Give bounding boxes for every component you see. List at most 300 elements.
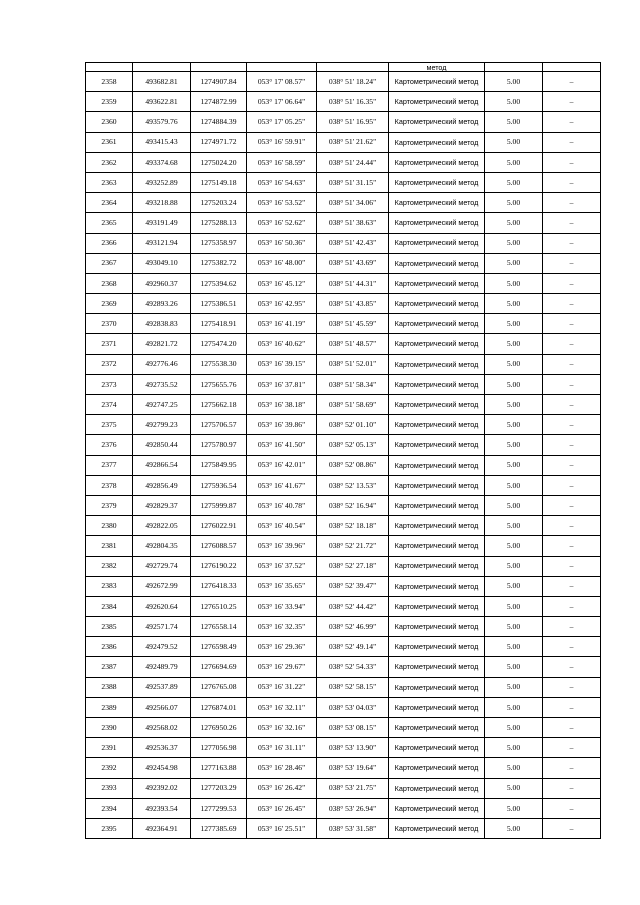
cell-y: 1275386.51 [191, 294, 247, 314]
cell-method: Картометрический метод [389, 273, 485, 293]
cell-method: Картометрический метод [389, 556, 485, 576]
table-row [86, 536, 601, 556]
cell-longitude: 038° 53' 13.90" [317, 738, 389, 758]
cell-x: 492804.35 [133, 536, 191, 556]
cell-longitude: 038° 53' 19.64" [317, 758, 389, 778]
cell-x: 492850.44 [133, 435, 191, 455]
cell-longitude: 038° 51' 38.63" [317, 213, 389, 233]
table-row [86, 213, 601, 233]
cell-note: – [543, 395, 601, 415]
cell-y: 1276190.22 [191, 556, 247, 576]
cell-y: 1276765.08 [191, 677, 247, 697]
cell-y: 1275936.54 [191, 475, 247, 495]
cell-accuracy: 5.00 [485, 112, 543, 132]
cell-accuracy: 5.00 [485, 495, 543, 515]
table-row [86, 435, 601, 455]
cell-note: – [543, 677, 601, 697]
cell-method: Картометрический метод [389, 193, 485, 213]
cell-longitude: 038° 51' 44.31" [317, 273, 389, 293]
cell-y: 1276598.49 [191, 637, 247, 657]
cell-point-number: 2392 [86, 758, 133, 778]
cell-point-number: 2368 [86, 273, 133, 293]
cell-accuracy: 5.00 [485, 677, 543, 697]
cell-note: – [543, 536, 601, 556]
cell-note: – [543, 213, 601, 233]
cell-longitude: 038° 53' 31.58" [317, 818, 389, 838]
cell-method: Картометрический метод [389, 455, 485, 475]
cell-accuracy: 5.00 [485, 314, 543, 334]
cell-x [133, 63, 191, 72]
table-row [86, 738, 601, 758]
cell-latitude: 053° 16' 41.50" [247, 435, 317, 455]
cell-x: 492822.05 [133, 516, 191, 536]
cell-longitude: 038° 53' 08.15" [317, 718, 389, 738]
cell-longitude: 038° 51' 16.35" [317, 92, 389, 112]
cell-accuracy: 5.00 [485, 294, 543, 314]
cell-longitude: 038° 52' 27.18" [317, 556, 389, 576]
cell-accuracy [485, 63, 543, 72]
cell-y: 1276950.26 [191, 718, 247, 738]
cell-accuracy: 5.00 [485, 152, 543, 172]
cell-note: – [543, 637, 601, 657]
cell-accuracy: 5.00 [485, 354, 543, 374]
cell-point-number: 2360 [86, 112, 133, 132]
cell-longitude: 038° 51' 58.34" [317, 374, 389, 394]
cell-longitude: 038° 52' 08.86" [317, 455, 389, 475]
cell-y: 1275418.91 [191, 314, 247, 334]
cell-accuracy: 5.00 [485, 455, 543, 475]
cell-latitude: 053° 16' 54.63" [247, 172, 317, 192]
cell-note: – [543, 314, 601, 334]
cell-accuracy: 5.00 [485, 536, 543, 556]
cell-latitude: 053° 16' 28.46" [247, 758, 317, 778]
cell-longitude: 038° 53' 26.94" [317, 798, 389, 818]
cell-latitude: 053° 16' 38.18" [247, 395, 317, 415]
table-row [86, 132, 601, 152]
cell-y: 1277385.69 [191, 818, 247, 838]
cell-x: 493374.68 [133, 152, 191, 172]
cell-y: 1277163.88 [191, 758, 247, 778]
cell-latitude: 053° 16' 37.52" [247, 556, 317, 576]
table-row [86, 172, 601, 192]
cell-latitude: 053° 16' 58.59" [247, 152, 317, 172]
cell-method: Картометрический метод [389, 435, 485, 455]
cell-x: 492747.25 [133, 395, 191, 415]
cell-point-number: 2365 [86, 213, 133, 233]
table-row [86, 314, 601, 334]
table-row [86, 718, 601, 738]
cell-method: Картометрический метод [389, 152, 485, 172]
cell-point-number: 2361 [86, 132, 133, 152]
cell-x: 492735.52 [133, 374, 191, 394]
cell-x: 492799.23 [133, 415, 191, 435]
cell-x: 493252.89 [133, 172, 191, 192]
cell-longitude [317, 63, 389, 72]
cell-latitude: 053° 16' 29.67" [247, 657, 317, 677]
cell-latitude: 053° 16' 41.19" [247, 314, 317, 334]
cell-note: – [543, 253, 601, 273]
table-row [86, 516, 601, 536]
cell-y: 1275203.24 [191, 193, 247, 213]
table-row [86, 677, 601, 697]
cell-note: – [543, 294, 601, 314]
cell-point-number: 2389 [86, 697, 133, 717]
cell-method: Картометрический метод [389, 758, 485, 778]
cell-method: Картометрический метод [389, 516, 485, 536]
cell-point-number: 2388 [86, 677, 133, 697]
cell-note: – [543, 374, 601, 394]
cell-y: 1275780.97 [191, 435, 247, 455]
cell-y: 1277299.53 [191, 798, 247, 818]
cell-latitude: 053° 16' 25.51" [247, 818, 317, 838]
cell-x: 493415.43 [133, 132, 191, 152]
cell-method: Картометрический метод [389, 778, 485, 798]
cell-accuracy: 5.00 [485, 798, 543, 818]
cell-note: – [543, 778, 601, 798]
cell-latitude: 053° 16' 37.81" [247, 374, 317, 394]
cell-y: 1274884.39 [191, 112, 247, 132]
cell-y: 1276694.69 [191, 657, 247, 677]
cell-x: 492479.52 [133, 637, 191, 657]
cell-longitude: 038° 52' 46.99" [317, 617, 389, 637]
cell-x: 492489.79 [133, 657, 191, 677]
table-row [86, 617, 601, 637]
cell-point-number: 2374 [86, 395, 133, 415]
cell-y [191, 63, 247, 72]
cell-latitude: 053° 16' 39.96" [247, 536, 317, 556]
table-row [86, 253, 601, 273]
cell-note: – [543, 738, 601, 758]
cell-note: – [543, 233, 601, 253]
cell-y: 1275474.20 [191, 334, 247, 354]
cell-longitude: 038° 51' 16.95" [317, 112, 389, 132]
cell-x: 492566.07 [133, 697, 191, 717]
table-row [86, 596, 601, 616]
cell-longitude: 038° 53' 21.75" [317, 778, 389, 798]
cell-longitude: 038° 51' 45.59" [317, 314, 389, 334]
cell-point-number: 2359 [86, 92, 133, 112]
cell-accuracy: 5.00 [485, 92, 543, 112]
cell-latitude: 053° 16' 53.52" [247, 193, 317, 213]
document-page [85, 62, 600, 839]
cell-method: Картометрический метод [389, 596, 485, 616]
cell-y: 1275288.13 [191, 213, 247, 233]
cell-y: 1275382.72 [191, 253, 247, 273]
cell-x: 492960.37 [133, 273, 191, 293]
table-row [86, 395, 601, 415]
cell-accuracy: 5.00 [485, 596, 543, 616]
cell-accuracy: 5.00 [485, 374, 543, 394]
table-row [86, 152, 601, 172]
cell-latitude: 053° 16' 41.67" [247, 475, 317, 495]
cell-latitude: 053° 16' 52.62" [247, 213, 317, 233]
table-row [86, 233, 601, 253]
cell-method: Картометрический метод [389, 92, 485, 112]
cell-point-number: 2394 [86, 798, 133, 818]
cell-y: 1275024.20 [191, 152, 247, 172]
cell-method: Картометрический метод [389, 637, 485, 657]
cell-point-number: 2386 [86, 637, 133, 657]
cell-latitude: 053° 16' 29.36" [247, 637, 317, 657]
cell-x: 492568.02 [133, 718, 191, 738]
cell-note: – [543, 92, 601, 112]
cell-point-number: 2378 [86, 475, 133, 495]
cell-note: – [543, 556, 601, 576]
cell-x: 492571.74 [133, 617, 191, 637]
table-row [86, 495, 601, 515]
cell-note: – [543, 72, 601, 92]
cell-method: Картометрический метод [389, 395, 485, 415]
cell-method: Картометрический метод [389, 172, 485, 192]
cell-note: – [543, 152, 601, 172]
cell-note: – [543, 718, 601, 738]
cell-point-number: 2372 [86, 354, 133, 374]
cell-x: 492866.54 [133, 455, 191, 475]
cell-note: – [543, 273, 601, 293]
cell-method: Картометрический метод [389, 738, 485, 758]
cell-longitude: 038° 51' 43.85" [317, 294, 389, 314]
table-row [86, 657, 601, 677]
cell-accuracy: 5.00 [485, 72, 543, 92]
cell-x: 492536.37 [133, 738, 191, 758]
cell-longitude: 038° 52' 44.42" [317, 596, 389, 616]
cell-method: Картометрический метод [389, 617, 485, 637]
cell-longitude: 038° 51' 42.43" [317, 233, 389, 253]
cell-method: Картометрический метод [389, 415, 485, 435]
cell-accuracy: 5.00 [485, 556, 543, 576]
cell-x: 492729.74 [133, 556, 191, 576]
table-row [86, 374, 601, 394]
cell-y: 1275849.95 [191, 455, 247, 475]
cell-method: Картометрический метод [389, 697, 485, 717]
cell-y: 1275149.18 [191, 172, 247, 192]
cell-latitude: 053° 16' 40.78" [247, 495, 317, 515]
cell-accuracy: 5.00 [485, 818, 543, 838]
cell-longitude: 038° 51' 48.57" [317, 334, 389, 354]
cell-point-number: 2382 [86, 556, 133, 576]
cell-x: 492893.26 [133, 294, 191, 314]
cell-accuracy: 5.00 [485, 758, 543, 778]
cell-latitude: 053° 16' 42.01" [247, 455, 317, 475]
cell-method: Картометрический метод [389, 334, 485, 354]
table-row [86, 294, 601, 314]
coordinates-table-body [86, 63, 601, 839]
table-row [86, 576, 601, 596]
cell-y: 1275655.76 [191, 374, 247, 394]
cell-method: Картометрический метод [389, 576, 485, 596]
cell-accuracy: 5.00 [485, 253, 543, 273]
cell-longitude: 038° 51' 21.62" [317, 132, 389, 152]
cell-note: – [543, 798, 601, 818]
cell-point-number: 2367 [86, 253, 133, 273]
cell-point-number: 2366 [86, 233, 133, 253]
cell-accuracy: 5.00 [485, 576, 543, 596]
table-row [86, 758, 601, 778]
cell-note: – [543, 435, 601, 455]
cell-accuracy: 5.00 [485, 475, 543, 495]
table-row [86, 72, 601, 92]
table-row [86, 697, 601, 717]
cell-x: 492776.46 [133, 354, 191, 374]
cell-y: 1276510.25 [191, 596, 247, 616]
cell-point-number: 2383 [86, 576, 133, 596]
cell-point-number [86, 63, 133, 72]
cell-note: – [543, 132, 601, 152]
cell-latitude: 053° 17' 05.25" [247, 112, 317, 132]
cell-longitude: 038° 51' 31.15" [317, 172, 389, 192]
cell-y: 1275358.97 [191, 233, 247, 253]
cell-longitude: 038° 52' 54.33" [317, 657, 389, 677]
table-row [86, 778, 601, 798]
cell-latitude: 053° 16' 33.94" [247, 596, 317, 616]
cell-longitude: 038° 51' 18.24" [317, 72, 389, 92]
cell-longitude: 038° 52' 01.10" [317, 415, 389, 435]
cell-method: Картометрический метод [389, 72, 485, 92]
cell-latitude: 053° 16' 26.45" [247, 798, 317, 818]
cell-longitude: 038° 52' 49.14" [317, 637, 389, 657]
cell-method: Картометрический метод [389, 718, 485, 738]
cell-latitude: 053° 16' 48.00" [247, 253, 317, 273]
cell-y: 1277056.98 [191, 738, 247, 758]
cell-x: 493049.10 [133, 253, 191, 273]
cell-accuracy: 5.00 [485, 516, 543, 536]
cell-accuracy: 5.00 [485, 334, 543, 354]
cell-accuracy: 5.00 [485, 415, 543, 435]
cell-point-number: 2381 [86, 536, 133, 556]
cell-y: 1275706.57 [191, 415, 247, 435]
cell-note: – [543, 193, 601, 213]
table-row [86, 455, 601, 475]
cell-accuracy: 5.00 [485, 273, 543, 293]
cell-latitude: 053° 17' 08.57" [247, 72, 317, 92]
cell-latitude: 053° 16' 32.11" [247, 697, 317, 717]
cell-note: – [543, 172, 601, 192]
cell-point-number: 2390 [86, 718, 133, 738]
table-row [86, 273, 601, 293]
cell-y: 1274907.84 [191, 72, 247, 92]
cell-y: 1277203.29 [191, 778, 247, 798]
cell-longitude: 038° 51' 58.69" [317, 395, 389, 415]
cell-note: – [543, 354, 601, 374]
cell-latitude: 053° 16' 31.22" [247, 677, 317, 697]
cell-point-number: 2380 [86, 516, 133, 536]
cell-x: 492392.02 [133, 778, 191, 798]
cell-longitude: 038° 52' 16.94" [317, 495, 389, 515]
cell-point-number: 2373 [86, 374, 133, 394]
cell-y: 1276558.14 [191, 617, 247, 637]
cell-point-number: 2395 [86, 818, 133, 838]
cell-point-number: 2376 [86, 435, 133, 455]
cell-method: Картометрический метод [389, 294, 485, 314]
cell-accuracy: 5.00 [485, 172, 543, 192]
cell-x: 492364.91 [133, 818, 191, 838]
table-row [86, 637, 601, 657]
cell-point-number: 2371 [86, 334, 133, 354]
cell-accuracy: 5.00 [485, 617, 543, 637]
cell-latitude: 053° 16' 40.54" [247, 516, 317, 536]
cell-x: 492537.89 [133, 677, 191, 697]
cell-point-number: 2385 [86, 617, 133, 637]
cell-latitude: 053° 16' 45.12" [247, 273, 317, 293]
cell-y: 1275538.30 [191, 354, 247, 374]
cell-longitude: 038° 52' 39.47" [317, 576, 389, 596]
cell-note: – [543, 758, 601, 778]
table-row [86, 415, 601, 435]
cell-longitude: 038° 52' 13.53" [317, 475, 389, 495]
table-row [86, 475, 601, 495]
cell-note: – [543, 475, 601, 495]
cell-latitude [247, 63, 317, 72]
cell-latitude: 053° 16' 35.65" [247, 576, 317, 596]
cell-y: 1276874.01 [191, 697, 247, 717]
cell-longitude: 038° 52' 21.72" [317, 536, 389, 556]
cell-method: метод [389, 63, 485, 72]
cell-point-number: 2393 [86, 778, 133, 798]
cell-note: – [543, 818, 601, 838]
cell-x: 492672.99 [133, 576, 191, 596]
cell-x: 493218.88 [133, 193, 191, 213]
cell-x: 492856.49 [133, 475, 191, 495]
table-row [86, 818, 601, 838]
cell-latitude: 053° 17' 06.64" [247, 92, 317, 112]
cell-latitude: 053° 16' 32.35" [247, 617, 317, 637]
cell-y: 1276088.57 [191, 536, 247, 556]
cell-accuracy: 5.00 [485, 193, 543, 213]
table-row [86, 798, 601, 818]
cell-longitude: 038° 52' 18.18" [317, 516, 389, 536]
cell-point-number: 2358 [86, 72, 133, 92]
cell-y: 1275394.62 [191, 273, 247, 293]
cell-x: 492454.98 [133, 758, 191, 778]
cell-note: – [543, 455, 601, 475]
cell-y: 1274971.72 [191, 132, 247, 152]
table-row [86, 193, 601, 213]
cell-point-number: 2387 [86, 657, 133, 677]
cell-note: – [543, 576, 601, 596]
cell-x: 492838.83 [133, 314, 191, 334]
cell-note: – [543, 596, 601, 616]
table-row [86, 556, 601, 576]
cell-method: Картометрический метод [389, 657, 485, 677]
cell-method: Картометрический метод [389, 132, 485, 152]
table-row [86, 92, 601, 112]
cell-longitude: 038° 51' 24.44" [317, 152, 389, 172]
cell-point-number: 2391 [86, 738, 133, 758]
cell-accuracy: 5.00 [485, 697, 543, 717]
cell-point-number: 2362 [86, 152, 133, 172]
cell-y: 1276418.33 [191, 576, 247, 596]
cell-x: 493579.76 [133, 112, 191, 132]
cell-accuracy: 5.00 [485, 395, 543, 415]
cell-note: – [543, 495, 601, 515]
cell-accuracy: 5.00 [485, 718, 543, 738]
cell-point-number: 2375 [86, 415, 133, 435]
cell-point-number: 2377 [86, 455, 133, 475]
cell-y: 1276022.91 [191, 516, 247, 536]
cell-x: 492821.72 [133, 334, 191, 354]
coordinates-table [85, 62, 601, 839]
cell-method: Картометрический метод [389, 213, 485, 233]
cell-latitude: 053° 16' 26.42" [247, 778, 317, 798]
cell-longitude: 038° 52' 05.13" [317, 435, 389, 455]
cell-method: Картометрический метод [389, 798, 485, 818]
cell-latitude: 053° 16' 39.86" [247, 415, 317, 435]
cell-longitude: 038° 51' 52.01" [317, 354, 389, 374]
cell-latitude: 053° 16' 50.36" [247, 233, 317, 253]
cell-latitude: 053° 16' 40.62" [247, 334, 317, 354]
cell-longitude: 038° 51' 34.06" [317, 193, 389, 213]
cell-method: Картометрический метод [389, 233, 485, 253]
